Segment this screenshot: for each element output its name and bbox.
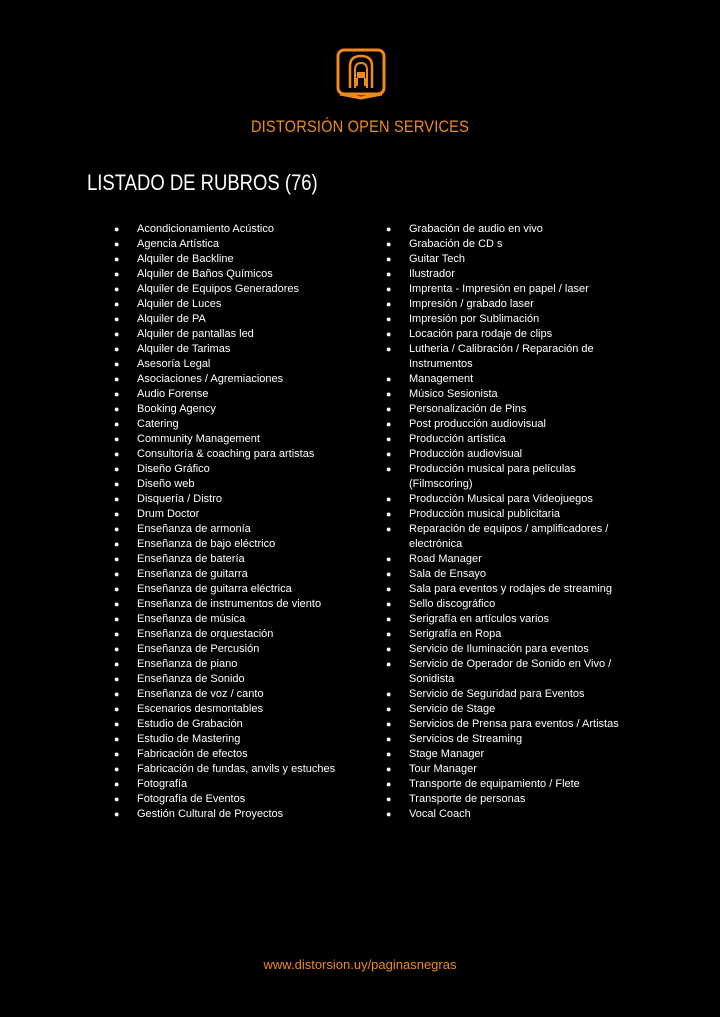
bullet-icon: ●	[386, 779, 392, 789]
bullet-icon: ●	[114, 479, 120, 489]
list-item-label: Sello discográfico	[409, 598, 496, 610]
list-item-label: Fotografía de Eventos	[137, 793, 246, 805]
list-item	[386, 807, 626, 822]
list-item	[114, 372, 354, 387]
list-item	[386, 297, 626, 312]
bullet-icon: ●	[114, 404, 120, 414]
bullet-icon: ●	[386, 284, 392, 294]
list-item-label: Producción audiovisual	[409, 448, 523, 460]
list-item-label: Servicio de Operador de Sonido en Vivo / Sonidista	[409, 658, 612, 685]
list-item-label: Tour Manager	[409, 763, 477, 775]
bullet-icon: ●	[386, 389, 392, 399]
list-item	[114, 282, 354, 297]
list-item	[114, 687, 354, 702]
bullet-icon: ●	[114, 269, 120, 279]
bullet-icon: ●	[386, 569, 392, 579]
list-item	[386, 567, 626, 582]
list-item-label: Estudio de Mastering	[137, 733, 241, 745]
list-item-label: Agencia Artística	[137, 238, 219, 250]
list-item	[114, 402, 354, 417]
list-item	[386, 732, 626, 747]
bullet-icon: ●	[114, 629, 120, 639]
list-item-label: Enseñanza de guitarra	[137, 568, 248, 580]
list-item	[114, 582, 354, 597]
bullet-icon: ●	[114, 299, 120, 309]
list-item	[114, 342, 354, 357]
bullet-icon: ●	[114, 809, 120, 819]
list-item	[114, 702, 354, 717]
list-item	[386, 777, 626, 792]
page-title: LISTADO DE RUBROS (76)	[87, 170, 318, 195]
list-item	[386, 327, 626, 342]
list-item	[114, 807, 354, 822]
bullet-icon: ●	[386, 584, 392, 594]
list-item	[114, 417, 354, 432]
list-item-label: Enseñanza de guitarra eléctrica	[137, 583, 292, 595]
list-item	[386, 642, 626, 657]
bullet-icon: ●	[114, 719, 120, 729]
bullet-icon: ●	[114, 674, 120, 684]
list-item-label: Diseño web	[137, 478, 195, 490]
list-item-label: Alquiler de PA	[137, 313, 206, 325]
list-item-label: Grabación de CD s	[409, 238, 503, 250]
list-item	[386, 507, 626, 522]
list-item-label: Post producción audiovisual	[409, 418, 546, 430]
bullet-icon: ●	[386, 704, 392, 714]
bullet-icon: ●	[386, 314, 392, 324]
list-item	[386, 747, 626, 762]
list-item-label: Lutheria / Calibración / Reparación de Instrumentos	[409, 343, 594, 370]
bullet-icon: ●	[114, 659, 120, 669]
list-item-label: Community Management	[137, 433, 260, 445]
bullet-icon: ●	[114, 284, 120, 294]
bullet-icon: ●	[386, 599, 392, 609]
bullet-icon: ●	[386, 734, 392, 744]
bullet-icon: ●	[386, 404, 392, 414]
list-item	[386, 417, 626, 432]
list-item	[114, 387, 354, 402]
bullet-icon: ●	[114, 764, 120, 774]
list-item	[114, 312, 354, 327]
list-item	[114, 477, 354, 492]
list-item	[114, 537, 354, 552]
bullet-icon: ●	[386, 254, 392, 264]
list-item	[386, 522, 626, 552]
bullet-icon: ●	[114, 224, 120, 234]
bullet-icon: ●	[386, 344, 392, 354]
list-item	[386, 792, 626, 807]
bullet-icon: ●	[114, 419, 120, 429]
list-item	[386, 282, 626, 297]
list-item-label: Impresión / grabado laser	[409, 298, 534, 310]
list-item	[386, 462, 626, 492]
bullet-icon: ●	[114, 494, 120, 504]
list-item	[114, 357, 354, 372]
list-item-label: Músico Sesionista	[409, 388, 498, 400]
list-item	[386, 402, 626, 417]
bullet-icon: ●	[114, 254, 120, 264]
list-item	[386, 372, 626, 387]
list-item	[386, 312, 626, 327]
list-item-label: Locación para rodaje de clips	[409, 328, 553, 340]
bullet-icon: ●	[114, 689, 120, 699]
list-item-label: Gestión Cultural de Proyectos	[137, 808, 284, 820]
bullet-icon: ●	[114, 779, 120, 789]
list-item	[386, 657, 626, 687]
list-item-label: Booking Agency	[137, 403, 216, 415]
list-item	[386, 267, 626, 282]
bullet-icon: ●	[386, 329, 392, 339]
bullet-icon: ●	[114, 584, 120, 594]
list-item-label: Servicios de Prensa para eventos / Artistas	[409, 718, 619, 730]
list-item-label: Enseñanza de piano	[137, 658, 238, 670]
list-item-label: Enseñanza de voz / canto	[137, 688, 264, 700]
bullet-icon: ●	[386, 509, 392, 519]
bullet-icon: ●	[386, 224, 392, 234]
list-item	[386, 762, 626, 777]
list-item-label: Vocal Coach	[409, 808, 471, 820]
bullet-icon: ●	[386, 374, 392, 384]
list-item	[386, 702, 626, 717]
bullet-icon: ●	[114, 449, 120, 459]
list-item-label: Imprenta - Impresión en papel / laser	[409, 283, 589, 295]
list-item-label: Guitar Tech	[409, 253, 466, 265]
bullet-icon: ●	[386, 554, 392, 564]
list-item	[386, 222, 626, 237]
list-item	[386, 717, 626, 732]
list-item-label: Enseñanza de armonía	[137, 523, 251, 535]
bullet-icon: ●	[114, 359, 120, 369]
list-item	[386, 627, 626, 642]
list-item	[114, 672, 354, 687]
bullet-icon: ●	[386, 629, 392, 639]
list-item	[114, 552, 354, 567]
list-item	[386, 252, 626, 267]
list-item-label: Transporte de equipamiento / Flete	[409, 778, 580, 790]
bullet-icon: ●	[114, 524, 120, 534]
bullet-icon: ●	[114, 554, 120, 564]
list-item-label: Audio Forense	[137, 388, 209, 400]
list-item-label: Producción Musical para Videojuegos	[409, 493, 593, 505]
bullet-icon: ●	[114, 749, 120, 759]
list-item-label: Reparación de equipos / amplificadores / electrónica	[409, 523, 609, 550]
list-item	[386, 612, 626, 627]
list-item-label: Alquiler de Luces	[137, 298, 222, 310]
bullet-icon: ●	[114, 374, 120, 384]
list-item-label: Enseñanza de bajo eléctrico	[137, 538, 276, 550]
list-item	[386, 552, 626, 567]
bullet-icon: ●	[386, 434, 392, 444]
list-item-label: Personalización de Pins	[409, 403, 527, 415]
bullet-icon: ●	[386, 239, 392, 249]
list-item-label: Enseñanza de Sonido	[137, 673, 245, 685]
list-item-label: Road Manager	[409, 553, 482, 565]
bullet-icon: ●	[114, 614, 120, 624]
bullet-icon: ●	[114, 314, 120, 324]
list-item-label: Servicio de Seguridad para Eventos	[409, 688, 585, 700]
list-item-label: Estudio de Grabación	[137, 718, 243, 730]
list-item	[114, 432, 354, 447]
list-item	[114, 447, 354, 462]
list-item-label: Ilustrador	[409, 268, 455, 280]
bullet-icon: ●	[114, 239, 120, 249]
list-item	[114, 267, 354, 282]
list-item	[114, 492, 354, 507]
bullet-icon: ●	[114, 389, 120, 399]
list-item	[114, 462, 354, 477]
list-item-label: Disquería / Distro	[137, 493, 222, 505]
list-item-label: Asociaciones / Agremiaciones	[137, 373, 284, 385]
bullet-icon: ●	[386, 464, 392, 474]
bullet-icon: ●	[114, 434, 120, 444]
list-item-label: Enseñanza de batería	[137, 553, 245, 565]
list-item	[386, 597, 626, 612]
list-item	[386, 687, 626, 702]
bullet-icon: ●	[114, 704, 120, 714]
list-item	[114, 597, 354, 612]
list-item	[114, 627, 354, 642]
list-item	[386, 447, 626, 462]
list-item	[114, 732, 354, 747]
bullet-icon: ●	[114, 644, 120, 654]
bullet-icon: ●	[386, 524, 392, 534]
list-item	[114, 567, 354, 582]
list-item-label: Alquiler de Tarimas	[137, 343, 231, 355]
list-item-label: Asesoría Legal	[137, 358, 211, 370]
bullet-icon: ●	[386, 659, 392, 669]
bullet-icon: ●	[114, 539, 120, 549]
list-item	[114, 237, 354, 252]
list-item	[114, 762, 354, 777]
bullet-icon: ●	[386, 794, 392, 804]
bullet-icon: ●	[386, 764, 392, 774]
list-item-label: Drum Doctor	[137, 508, 200, 520]
list-item-label: Alquiler de Baños Químicos	[137, 268, 273, 280]
bullet-icon: ●	[114, 329, 120, 339]
list-item	[114, 522, 354, 537]
list-item-label: Fabricación de efectos	[137, 748, 248, 760]
bullet-icon: ●	[386, 689, 392, 699]
list-item-label: Servicios de Streaming	[409, 733, 523, 745]
list-item-label: Diseño Gráfico	[137, 463, 210, 475]
list-item-label: Enseñanza de Percusión	[137, 643, 260, 655]
list-item-label: Escenarios desmontables	[137, 703, 263, 715]
list-item-label: Transporte de personas	[409, 793, 526, 805]
list-item-label: Serigrafía en artículos varios	[409, 613, 550, 625]
bullet-icon: ●	[386, 644, 392, 654]
list-item-label: Servicio de Iluminación para eventos	[409, 643, 589, 655]
rubros-list-right	[386, 222, 626, 822]
list-item-label: Enseñanza de orquestación	[137, 628, 274, 640]
bullet-icon: ●	[386, 494, 392, 504]
list-item	[386, 342, 626, 372]
list-item	[114, 222, 354, 237]
list-item-label: Sala para eventos y rodajes de streaming	[409, 583, 613, 595]
list-item	[114, 717, 354, 732]
bullet-icon: ●	[114, 599, 120, 609]
list-item-label: Alquiler de Equipos Generadores	[137, 283, 300, 295]
list-item	[114, 747, 354, 762]
list-item	[114, 642, 354, 657]
bullet-icon: ●	[114, 464, 120, 474]
list-item-label: Acondicionamiento Acústico	[137, 223, 274, 235]
list-item-label: Servicio de Stage	[409, 703, 496, 715]
list-item-label: Producción musical para películas (Filmscoring)	[409, 463, 576, 490]
footer-link[interactable]: www.distorsion.uy/paginasnegras	[263, 957, 457, 972]
bullet-icon: ●	[386, 269, 392, 279]
list-item-label: Producción musical publicitaria	[409, 508, 561, 520]
bullet-icon: ●	[114, 569, 120, 579]
bullet-icon: ●	[114, 794, 120, 804]
rubros-list-left	[114, 222, 354, 822]
list-item	[386, 432, 626, 447]
list-item	[114, 657, 354, 672]
list-item	[114, 297, 354, 312]
bullet-icon: ●	[386, 749, 392, 759]
list-item-label: Sala de Ensayo	[409, 568, 487, 580]
list-item-label: Stage Manager	[409, 748, 485, 760]
list-item-label: Fotografía	[137, 778, 188, 790]
list-item-label: Enseñanza de instrumentos de viento	[137, 598, 322, 610]
list-item-label: Impresión por Sublimación	[409, 313, 540, 325]
bullet-icon: ●	[386, 449, 392, 459]
list-item	[114, 792, 354, 807]
list-item	[386, 582, 626, 597]
bullet-icon: ●	[386, 809, 392, 819]
list-item-label: Management	[409, 373, 474, 385]
distorsion-logo-icon	[336, 48, 386, 102]
bullet-icon: ●	[114, 509, 120, 519]
list-item	[114, 507, 354, 522]
bullet-icon: ●	[386, 419, 392, 429]
list-item	[114, 612, 354, 627]
list-item-label: Consultoría & coaching para artistas	[137, 448, 315, 460]
list-item	[114, 327, 354, 342]
list-item-label: Serigrafía en Ropa	[409, 628, 502, 640]
list-item	[386, 237, 626, 252]
list-item-label: Producción artística	[409, 433, 506, 445]
list-item	[386, 492, 626, 507]
list-item	[114, 252, 354, 267]
bullet-icon: ●	[386, 719, 392, 729]
bullet-icon: ●	[114, 734, 120, 744]
list-item	[114, 777, 354, 792]
list-item-label: Fabricación de fundas, anvils y estuches	[137, 763, 336, 775]
list-item-label: Alquiler de pantallas led	[137, 328, 254, 340]
brand-name: DISTORSIÓN OPEN SERVICES	[250, 117, 470, 136]
list-item-label: Alquiler de Backline	[137, 253, 234, 265]
list-item-label: Enseñanza de música	[137, 613, 246, 625]
list-item-label: Catering	[137, 418, 179, 430]
list-item-label: Grabación de audio en vivo	[409, 223, 543, 235]
list-item	[386, 387, 626, 402]
bullet-icon: ●	[386, 614, 392, 624]
bullet-icon: ●	[114, 344, 120, 354]
bullet-icon: ●	[386, 299, 392, 309]
